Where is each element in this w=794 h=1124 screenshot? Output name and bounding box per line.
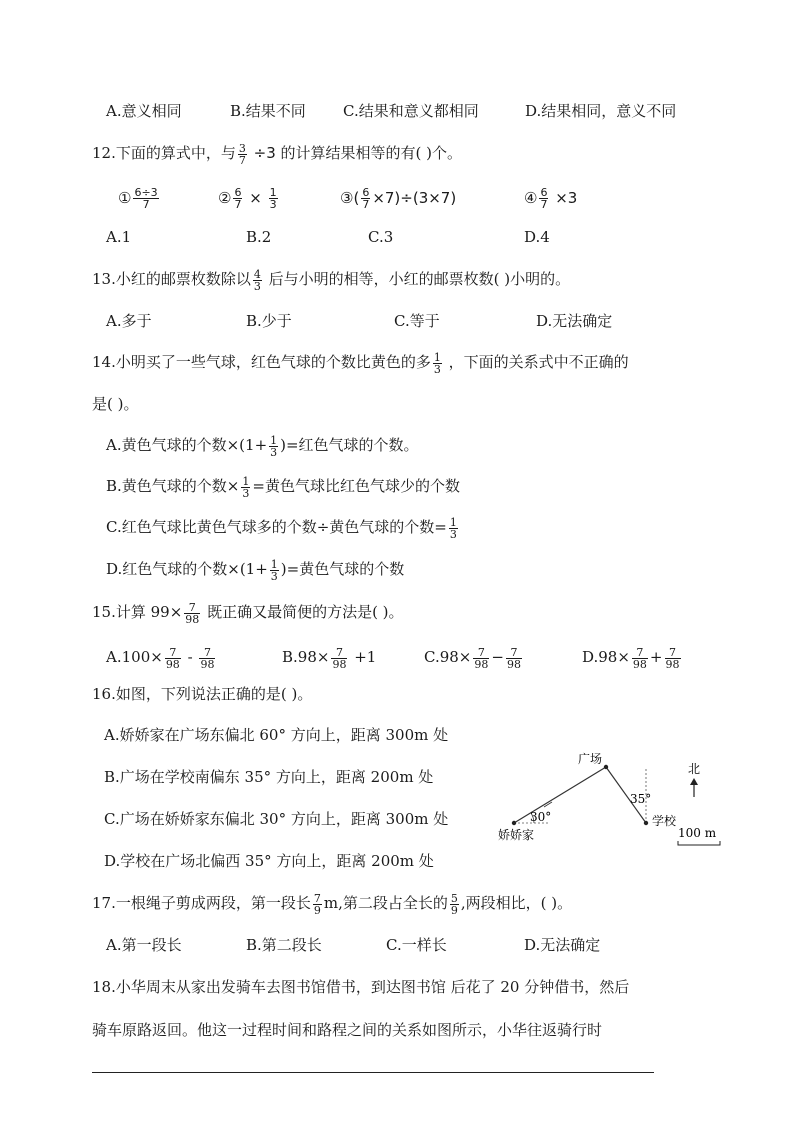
home-to-plaza-line <box>514 767 606 823</box>
q16-stem: 16.如图，下列说法正确的是( )。 <box>92 685 313 703</box>
q17-suffix: ,两段相比，( )。 <box>460 894 573 912</box>
q14-suffix: ，下面的关系式中不正确的 <box>448 353 629 371</box>
q12-expr-2-d: 7 <box>234 198 242 211</box>
q12-expr-2-n2: 1 <box>269 186 277 199</box>
scale-bar <box>678 841 720 845</box>
q15-a-n1: 7 <box>165 647 181 659</box>
q15-a-d1: 98 <box>165 657 180 671</box>
q14-b-pre: B.黄色气球的个数× <box>106 477 240 495</box>
q14-a-n: 1 <box>270 433 278 447</box>
q16-option-c[interactable]: C.广场在娇娇家东偏北 30° 方向上，距离 300m 处 <box>104 810 449 828</box>
q14-a-pre: A.黄色气球的个数×(1+ <box>106 436 268 454</box>
q15-option-a[interactable] <box>106 645 217 670</box>
q13-frac-num: 4 <box>253 267 261 281</box>
q14-d-pre: D.红色气球的个数×(1+ <box>106 560 268 578</box>
q11-option-d[interactable]: D.结果相同，意义不同 <box>525 102 677 120</box>
q15-c-op: − <box>491 648 504 666</box>
school-point <box>644 821 648 825</box>
q13-prefix: 13.小红的邮票枚数除以 <box>92 270 251 288</box>
q13-option-c[interactable]: C.等于 <box>394 312 440 330</box>
q15-a-d2: 98 <box>200 657 215 671</box>
q13-option-d[interactable]: D.无法确定 <box>536 312 613 330</box>
q14-b-n: 1 <box>242 474 250 488</box>
q12-expr-4 <box>524 186 577 210</box>
q12-option-d[interactable]: D.4 <box>524 228 550 246</box>
home-point <box>512 821 516 825</box>
q14-d-post: )=黄色气球的个数 <box>280 560 405 578</box>
q11-option-c[interactable]: C.结果和意义都相同 <box>343 102 479 120</box>
q15-a-n2: 7 <box>199 647 215 659</box>
q15-d-op: + <box>649 648 663 666</box>
q13-suffix: 后与小明的相等，小红的邮票枚数( )小明的。 <box>268 270 571 288</box>
q15-b-pre: B.98× <box>282 648 330 666</box>
q14-option-d[interactable] <box>106 557 404 582</box>
q12-expr-3-rest: ×7)÷(3×7) <box>372 189 457 207</box>
footer-rule <box>92 1072 654 1073</box>
q12-expr-3-num: ③( <box>340 189 360 207</box>
q18-stem-line2: 骑车原路返回。他这一过程时间和路程之间的关系如图所示，小华往返骑行时 <box>92 1021 603 1039</box>
q12-expr-3-d: 7 <box>362 198 370 211</box>
q14-c-pre: C.红色气球比黄色气球多的个数÷黄色气球的个数= <box>106 518 447 536</box>
q15-c-d2: 98 <box>506 657 521 671</box>
q17-mid: m,第二段占全长的 <box>323 894 448 912</box>
q15-b-d: 98 <box>332 657 347 671</box>
q17-option-b[interactable]: B.第二段长 <box>246 936 322 954</box>
angle-30-label: 30° <box>530 810 552 824</box>
q15-d-d2: 98 <box>665 657 680 671</box>
q14-option-a[interactable] <box>106 433 419 458</box>
q14-c-n: 1 <box>449 515 457 529</box>
q15-b-n: 7 <box>331 647 347 659</box>
q12-prefix: 12.下面的算式中，与 <box>92 144 236 162</box>
q16-direction-map <box>490 745 740 855</box>
q14-b-d: 3 <box>242 486 250 500</box>
q12-option-b[interactable]: B.2 <box>246 228 272 246</box>
q15-c-pre: C.98× <box>424 648 472 666</box>
q12-expr-1 <box>118 186 161 210</box>
q15-a-op: - <box>187 648 193 666</box>
q14-d-d: 3 <box>270 569 278 583</box>
q15-d-n1: 7 <box>632 647 648 659</box>
q17-f1-num: 7 <box>313 891 321 905</box>
q15-c-d1: 98 <box>474 657 489 671</box>
q13-option-b[interactable]: B.少于 <box>246 312 292 330</box>
q15-stem <box>92 600 404 625</box>
q18-stem-line1: 18.小华周末从家出发骑车去图书馆借书，到达图书馆 后花了 20 分钟借书，然后 <box>92 978 630 996</box>
north-label: 北 <box>688 762 701 776</box>
q17-f2-num: 5 <box>450 891 458 905</box>
q17-f2-den: 9 <box>450 903 458 917</box>
q17-prefix: 17.一根绳子剪成两段，第一段长 <box>92 894 311 912</box>
q14-option-c[interactable] <box>106 515 460 540</box>
q15-d-pre: D.98× <box>582 648 630 666</box>
q12-frac-den: 7 <box>238 153 246 167</box>
q17-stem <box>92 891 572 916</box>
q13-frac-den: 3 <box>253 279 261 293</box>
q12-expr-3-n: 6 <box>362 186 370 199</box>
q16-option-d[interactable]: D.学校在广场北偏西 35° 方向上，距离 200m 处 <box>104 852 434 870</box>
q14-stem-line1 <box>92 350 629 375</box>
q14-d-n: 1 <box>270 557 278 571</box>
q14-b-post: =黄色气球比红色气球少的个数 <box>252 477 460 495</box>
q15-frac-den: 98 <box>185 612 200 626</box>
q12-stem <box>92 141 462 166</box>
q14-frac-den: 3 <box>433 362 441 376</box>
q14-prefix: 14.小明买了一些气球，红色气球的个数比黄色的多 <box>92 353 431 371</box>
q15-b-post: +1 <box>354 648 377 666</box>
q12-expr-2-op: × <box>249 189 262 207</box>
scale-label: 100 m <box>678 826 717 840</box>
q12-expr-2-num: ② <box>218 189 232 207</box>
q15-suffix: 既正确又最简便的方法是( )。 <box>207 603 404 621</box>
q14-c-d: 3 <box>449 527 457 541</box>
q15-option-d[interactable] <box>582 645 683 670</box>
angle-35-label: 35° <box>630 792 652 806</box>
q15-frac-num: 7 <box>184 602 200 614</box>
home-label: 娇娇家 <box>498 828 535 842</box>
q12-fraction <box>238 143 247 166</box>
q11-option-b[interactable]: B.结果不同 <box>230 102 306 120</box>
q12-expr-4-d: 7 <box>540 198 548 211</box>
plaza-label: 广场 <box>578 752 603 766</box>
q12-expr-4-num: ④ <box>524 189 538 207</box>
plaza-point <box>604 765 608 769</box>
q12-expr-3 <box>340 186 456 210</box>
q15-c-n2: 7 <box>506 647 522 659</box>
q13-option-a[interactable]: A.多于 <box>106 312 152 330</box>
q11-option-a[interactable]: A.意义相同 <box>106 102 182 120</box>
school-label: 学校 <box>652 814 677 828</box>
q14-stem-line2: 是( )。 <box>92 395 139 413</box>
north-arrow-head-icon <box>690 778 698 785</box>
q14-frac-num: 1 <box>433 350 441 364</box>
q12-expr-2-d2: 3 <box>269 198 277 211</box>
q17-f1-den: 9 <box>313 903 321 917</box>
q12-expr-1-d: 7 <box>142 198 150 211</box>
q13-stem <box>92 267 570 292</box>
q12-expr-2-n: 6 <box>234 186 242 199</box>
q12-expr-1-n: 6÷3 <box>134 186 158 199</box>
q17-option-c[interactable]: C.一样长 <box>386 936 447 954</box>
q16-option-a[interactable]: A.娇娇家在广场东偏北 60° 方向上，距离 300m 处 <box>104 726 449 744</box>
q12-option-c[interactable]: C.3 <box>368 228 394 246</box>
q12-mid: ÷3 <box>253 144 276 162</box>
q15-option-c[interactable] <box>424 645 524 670</box>
q12-frac-num: 3 <box>238 141 246 155</box>
q12-suffix: 的计算结果相等的有( )个。 <box>280 144 463 162</box>
q15-c-n1: 7 <box>473 647 489 659</box>
q15-d-n2: 7 <box>665 647 681 659</box>
q14-option-b[interactable] <box>106 474 460 499</box>
q12-expr-1-num: ① <box>118 189 132 207</box>
q15-prefix: 15.计算 99× <box>92 603 183 621</box>
q14-a-d: 3 <box>270 445 278 459</box>
q12-expr-4-rest: ×3 <box>555 189 578 207</box>
q17-option-d[interactable]: D.无法确定 <box>524 936 601 954</box>
q12-option-a[interactable]: A.1 <box>106 228 132 246</box>
q17-option-a[interactable]: A.第一段长 <box>106 936 182 954</box>
q15-option-b[interactable] <box>282 645 376 670</box>
q15-a-pre: A.100× <box>106 648 163 666</box>
q15-d-d1: 98 <box>632 657 647 671</box>
q16-option-b[interactable]: B.广场在学校南偏东 35° 方向上，距离 200m 处 <box>104 768 434 786</box>
q12-expr-4-n: 6 <box>540 186 548 199</box>
q14-a-post: )=红色气球的个数。 <box>280 436 419 454</box>
q12-expr-2 <box>218 186 280 210</box>
